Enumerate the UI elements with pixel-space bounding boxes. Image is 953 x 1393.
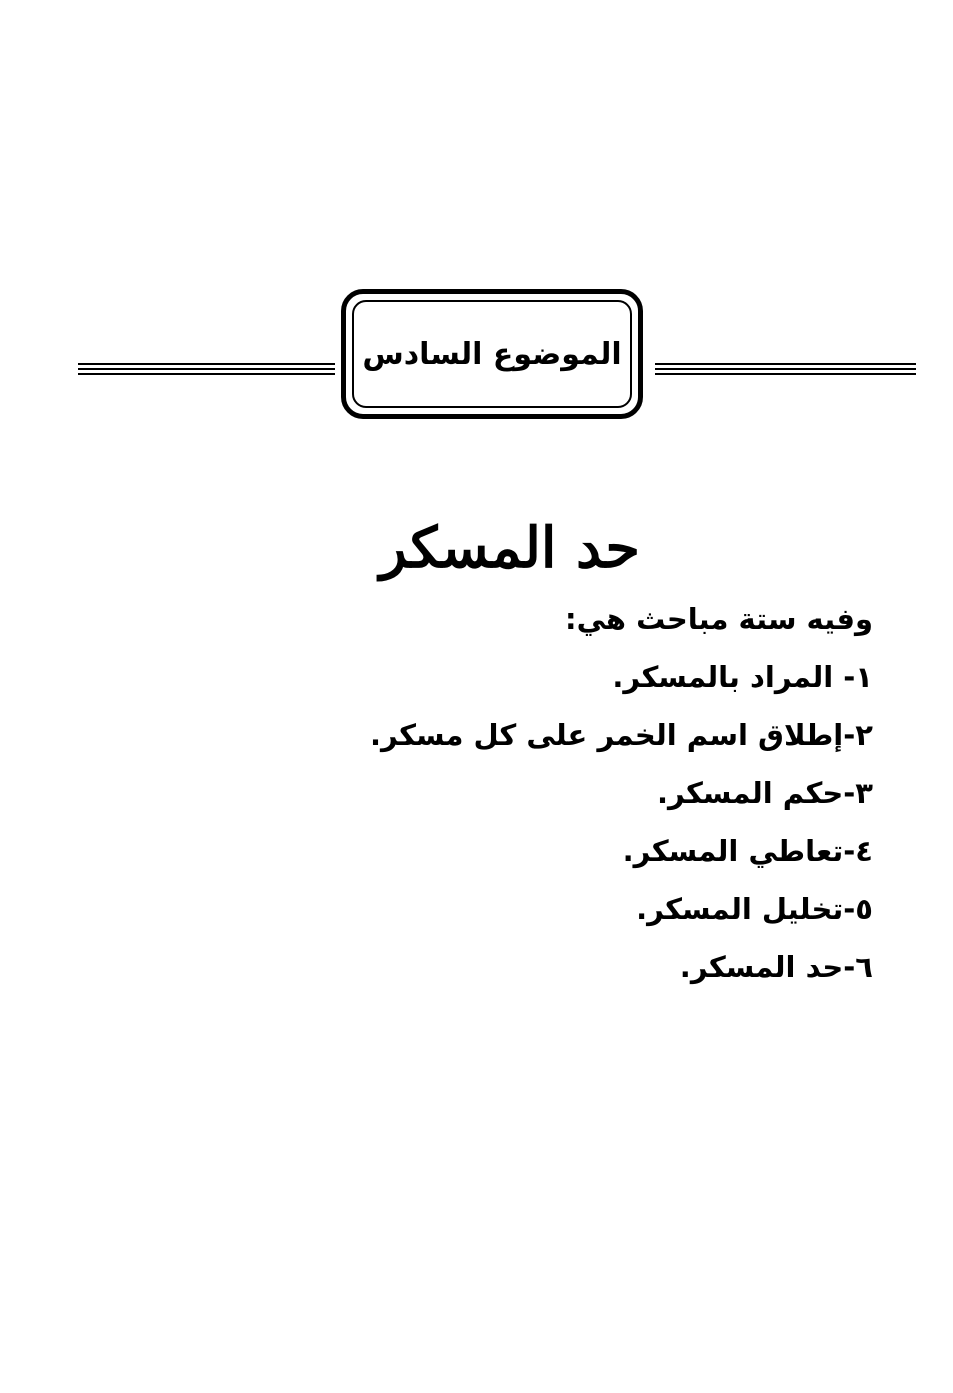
right-triple-rule [655,361,916,377]
page-title: حد المسكر [379,515,640,581]
list-item: ٥-تخليل المسكر. [636,892,873,926]
rule-line [78,373,335,375]
rule-line [78,363,335,365]
rule-line [655,363,916,365]
topic-frame-inner [352,300,632,408]
rule-line [78,368,335,370]
left-triple-rule [78,361,335,377]
list-item: ١- المراد بالمسكر. [612,660,873,694]
intro-text: وفيه ستة مباحث هي: [565,602,873,636]
list-item: ٣-حكم المسكر. [656,776,873,810]
topic-frame [341,289,643,419]
rule-line [655,368,916,370]
section-list [370,596,873,1002]
list-item: ٦-حد المسكر. [679,950,873,984]
topic-label: الموضوع السادس [362,336,622,372]
list-item: ٢-إطلاق اسم الخمر على كل مسكر. [370,718,873,752]
rule-line [655,373,916,375]
list-item: ٤-تعاطي المسكر. [622,834,873,868]
